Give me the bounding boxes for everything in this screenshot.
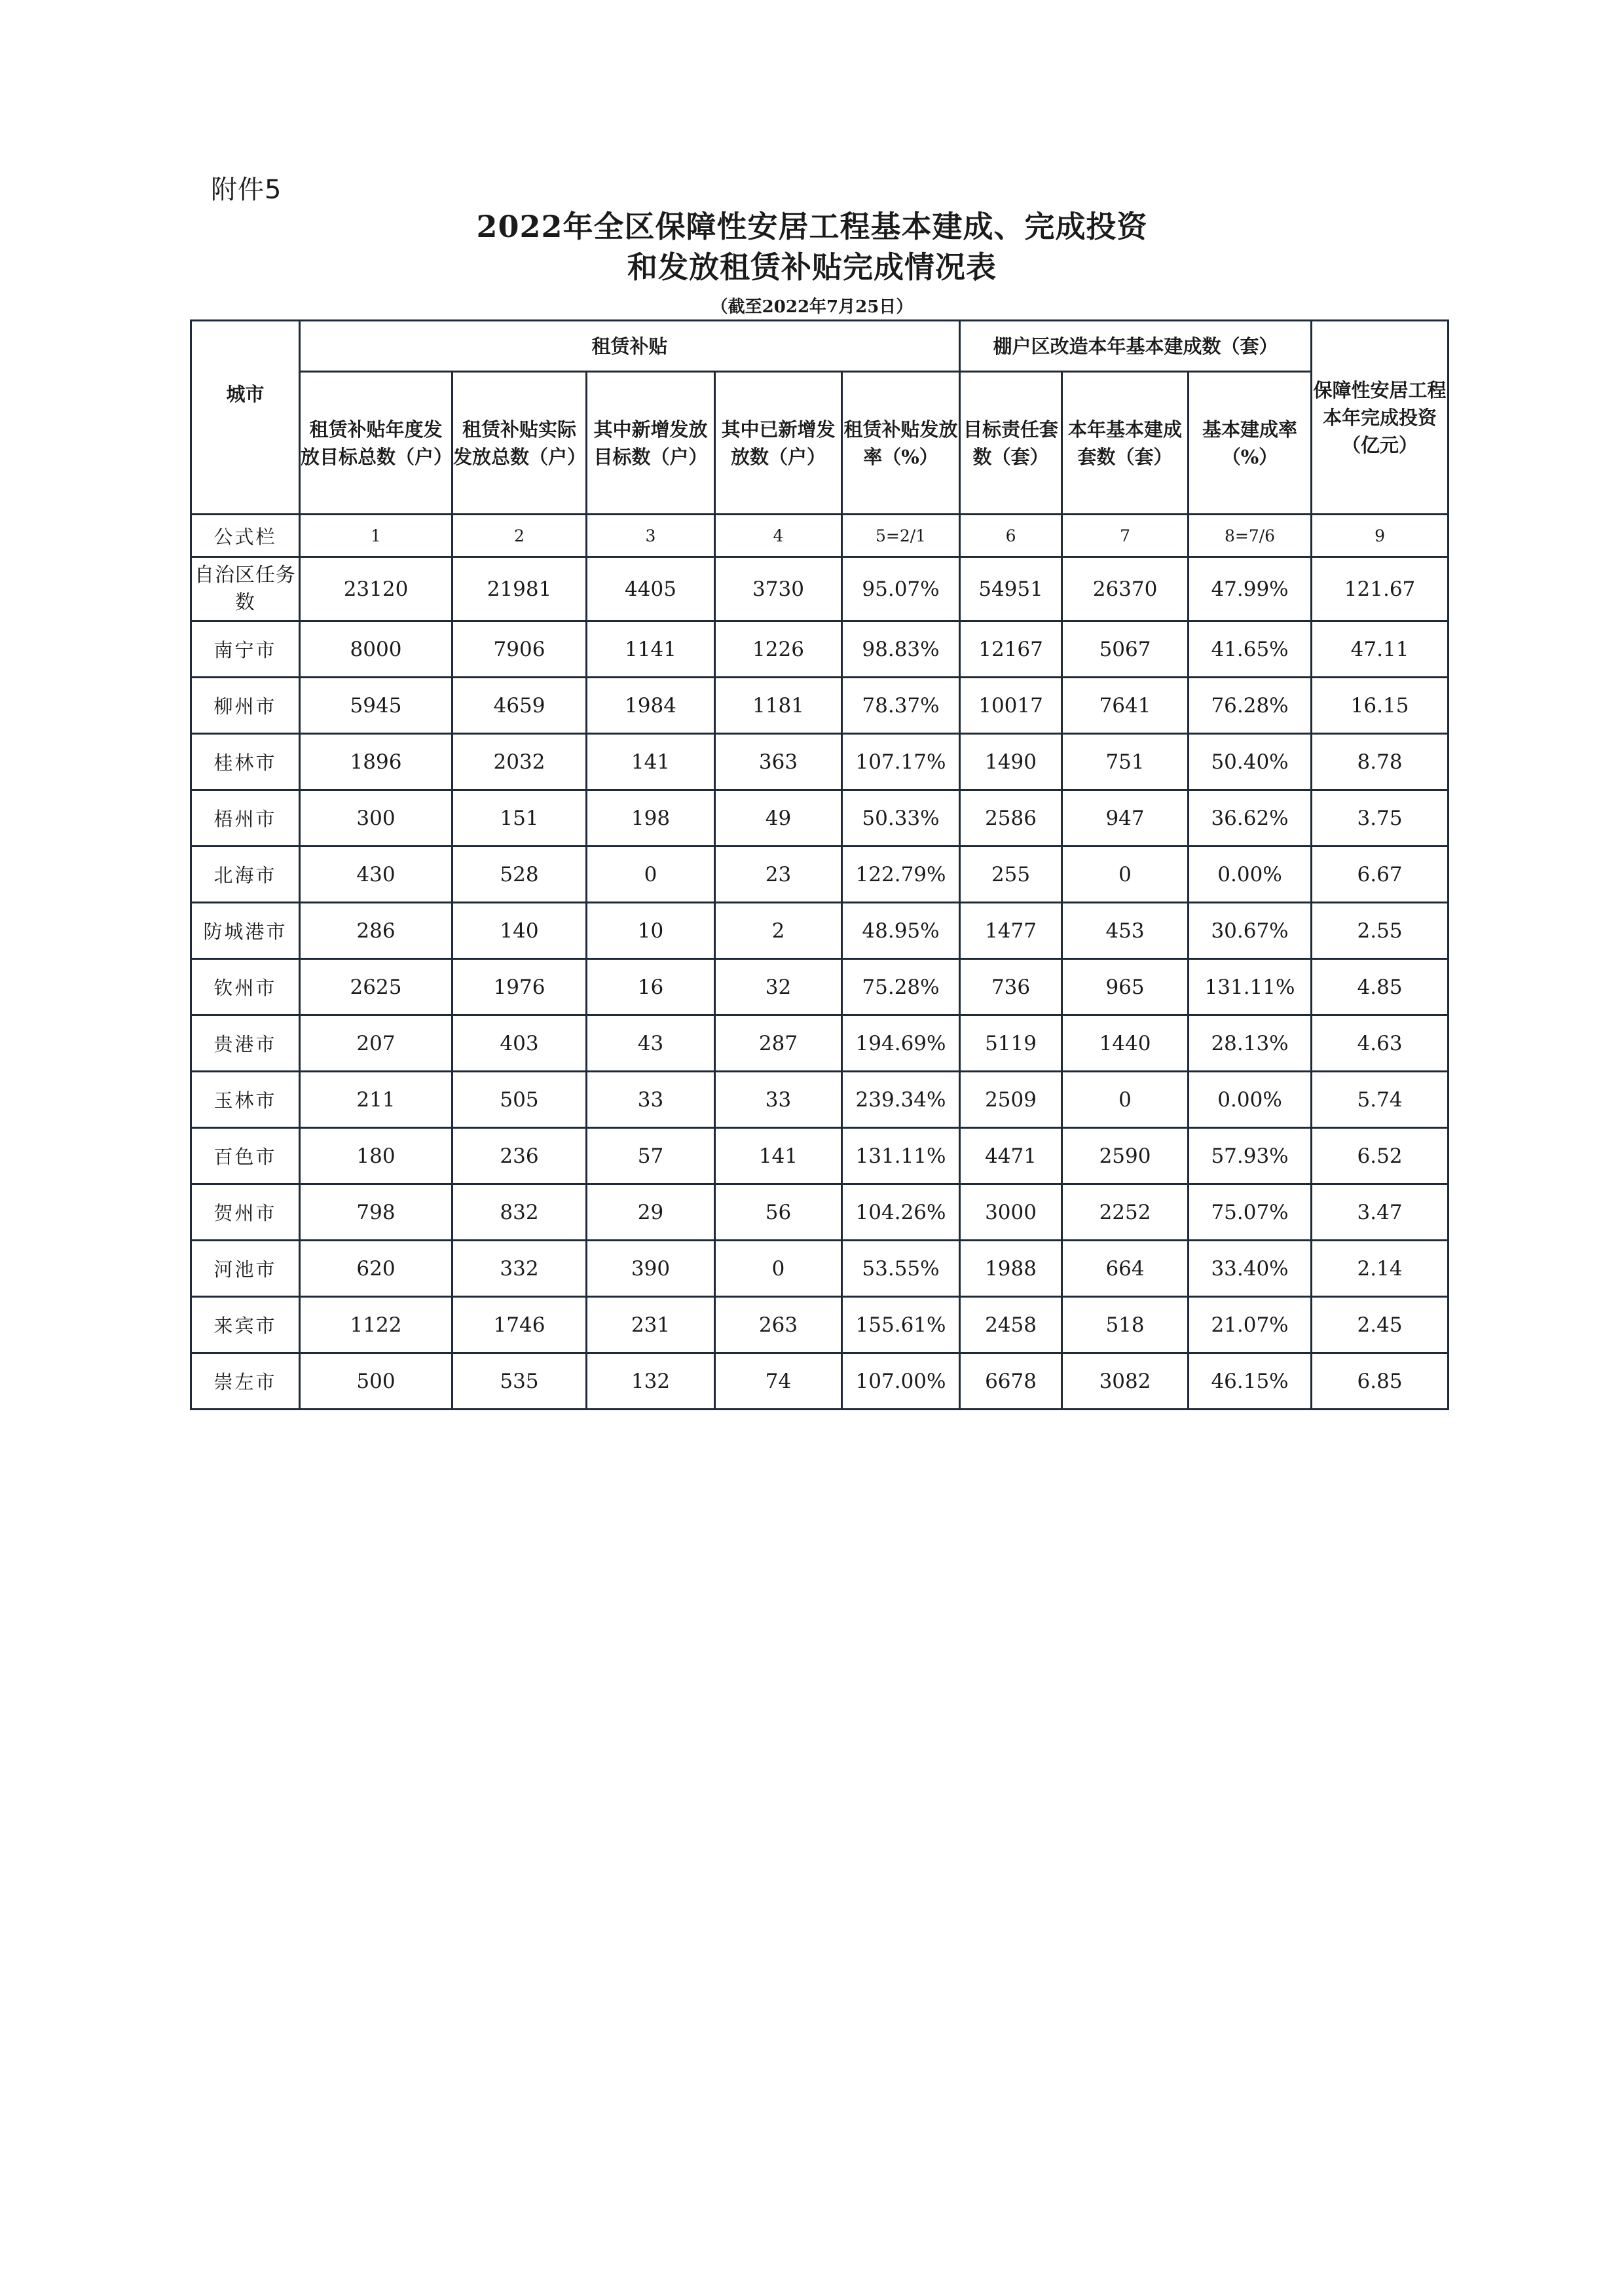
table-cell: 194.69% [842,1015,960,1072]
table-cell: 1746 [452,1297,587,1353]
table-cell: 75.28% [842,959,960,1015]
table-cell: 4.85 [1312,959,1449,1015]
table-cell: 0 [1062,847,1189,903]
city-name: 柳州市 [191,678,300,734]
table-cell: 151 [452,790,587,847]
attachment-label: 附件5 [211,175,282,205]
table-cell: 140 [452,903,587,959]
table-cell: 107.00% [842,1353,960,1410]
total-cell: 4405 [587,557,715,621]
table-cell: 5067 [1062,621,1189,678]
table-cell: 76.28% [1189,678,1312,734]
formula-cell: 5=2/1 [842,515,960,557]
city-name: 钦州市 [191,959,300,1015]
table-cell: 33 [715,1072,842,1128]
table-cell: 104.26% [842,1184,960,1241]
header-col-6: 目标责任套数（套） [960,372,1062,515]
table-cell: 1976 [452,959,587,1015]
table-cell: 390 [587,1241,715,1297]
city-name: 桂林市 [191,734,300,790]
table-cell: 28.13% [1189,1015,1312,1072]
city-name: 防城港市 [191,903,300,959]
table-cell: 1440 [1062,1015,1189,1072]
table-cell: 2.14 [1312,1241,1449,1297]
table-row [191,1297,1449,1353]
header-col-4: 其中已新增发放数（户） [715,372,842,515]
total-cell: 3730 [715,557,842,621]
table-cell: 47.11 [1312,621,1449,678]
table-cell: 6.52 [1312,1128,1449,1184]
table-cell: 664 [1062,1241,1189,1297]
table-cell: 132 [587,1353,715,1410]
table-cell: 535 [452,1353,587,1410]
table-cell: 131.11% [842,1128,960,1184]
table-cell: 211 [300,1072,452,1128]
city-name: 来宾市 [191,1297,300,1353]
table-cell: 1477 [960,903,1062,959]
total-cell: 26370 [1062,557,1189,621]
page-title-line1: 2022年全区保障性安居工程基本建成、完成投资 [476,209,1148,244]
table-cell: 122.79% [842,847,960,903]
table-cell: 832 [452,1184,587,1241]
table-cell: 3.75 [1312,790,1449,847]
table-row [191,959,1449,1015]
city-name: 贵港市 [191,1015,300,1072]
formula-row [191,515,1449,557]
table-cell: 1988 [960,1241,1062,1297]
table-cell: 50.40% [1189,734,1312,790]
table-cell: 300 [300,790,452,847]
table-cell: 0 [587,847,715,903]
table-cell: 2252 [1062,1184,1189,1241]
formula-label: 公式栏 [191,515,300,557]
table-cell: 4659 [452,678,587,734]
table-row [191,847,1449,903]
table-cell: 287 [715,1015,842,1072]
table-cell: 947 [1062,790,1189,847]
table-cell: 5945 [300,678,452,734]
table-cell: 1226 [715,621,842,678]
table-cell: 1122 [300,1297,452,1353]
total-cell: 21981 [452,557,587,621]
table-row [191,790,1449,847]
formula-cell: 8=7/6 [1189,515,1312,557]
table-cell: 239.34% [842,1072,960,1128]
table-row [191,1015,1449,1072]
total-label: 自治区任务数 [191,557,300,621]
table-cell: 231 [587,1297,715,1353]
total-cell: 121.67 [1312,557,1449,621]
city-name: 玉林市 [191,1072,300,1128]
table-cell: 3000 [960,1184,1062,1241]
table-cell: 141 [587,734,715,790]
total-row [191,557,1449,621]
table-cell: 6.67 [1312,847,1449,903]
as-of-date: （截至2022年7月25日） [710,297,913,317]
table-cell: 500 [300,1353,452,1410]
city-name: 梧州市 [191,790,300,847]
table-cell: 155.61% [842,1297,960,1353]
table-cell: 198 [587,790,715,847]
formula-cell: 1 [300,515,452,557]
table-cell: 98.83% [842,621,960,678]
table-cell: 2509 [960,1072,1062,1128]
table-cell: 4.63 [1312,1015,1449,1072]
city-name: 南宁市 [191,621,300,678]
city-name: 河池市 [191,1241,300,1297]
table-cell: 2.45 [1312,1297,1449,1353]
table-cell: 736 [960,959,1062,1015]
table-cell: 505 [452,1072,587,1128]
table-cell: 453 [1062,903,1189,959]
formula-cell: 9 [1312,515,1449,557]
table-cell: 2032 [452,734,587,790]
table-cell: 332 [452,1241,587,1297]
table-cell: 0 [1062,1072,1189,1128]
table-row [191,1353,1449,1410]
table-cell: 41.65% [1189,621,1312,678]
table-cell: 6678 [960,1353,1062,1410]
header-col-7: 本年基本建成套数（套） [1062,372,1189,515]
table-cell: 3082 [1062,1353,1189,1410]
city-name: 贺州市 [191,1184,300,1241]
table-cell: 46.15% [1189,1353,1312,1410]
header-col-1: 租赁补贴年度发放目标总数（户） [300,372,452,515]
table-row [191,903,1449,959]
table-cell: 0.00% [1189,1072,1312,1128]
table-row [191,1184,1449,1241]
table-cell: 2625 [300,959,452,1015]
table-cell: 207 [300,1015,452,1072]
table-cell: 131.11% [1189,959,1312,1015]
table-cell: 1984 [587,678,715,734]
total-cell: 95.07% [842,557,960,621]
table-cell: 2458 [960,1297,1062,1353]
table-cell: 2.55 [1312,903,1449,959]
table-cell: 0 [715,1241,842,1297]
table-cell: 75.07% [1189,1184,1312,1241]
header-group-rental-subsidy: 租赁补贴 [300,321,960,372]
table-cell: 23 [715,847,842,903]
table-cell: 7641 [1062,678,1189,734]
table-cell: 48.95% [842,903,960,959]
table-cell: 57 [587,1128,715,1184]
completion-table [190,319,1449,1410]
table-cell: 8.78 [1312,734,1449,790]
table-cell: 2 [715,903,842,959]
table-cell: 363 [715,734,842,790]
table-row [191,1241,1449,1297]
header-investment: 保障性安居工程本年完成投资（亿元） [1312,321,1449,515]
table-cell: 620 [300,1241,452,1297]
table-cell: 403 [452,1015,587,1072]
table-cell: 78.37% [842,678,960,734]
table-cell: 57.93% [1189,1128,1312,1184]
table-cell: 33 [587,1072,715,1128]
header-col-8: 基本建成率（%） [1189,372,1312,515]
table-cell: 6.85 [1312,1353,1449,1410]
page-title-line2: 和发放租赁补贴完成情况表 [627,249,997,285]
formula-cell: 6 [960,515,1062,557]
header-city: 城市 [191,321,300,515]
table-cell: 0.00% [1189,847,1312,903]
table-cell: 965 [1062,959,1189,1015]
total-cell: 54951 [960,557,1062,621]
table-cell: 430 [300,847,452,903]
table-cell: 180 [300,1128,452,1184]
table-cell: 2586 [960,790,1062,847]
table-cell: 798 [300,1184,452,1241]
city-name: 北海市 [191,847,300,903]
table-cell: 751 [1062,734,1189,790]
table-cell: 16.15 [1312,678,1449,734]
table-cell: 29 [587,1184,715,1241]
table-row [191,1072,1449,1128]
table-cell: 56 [715,1184,842,1241]
table-cell: 528 [452,847,587,903]
table-cell: 74 [715,1353,842,1410]
table-cell: 5119 [960,1015,1062,1072]
table-cell: 1896 [300,734,452,790]
header-group-shantytown: 棚户区改造本年基本建成数（套） [960,321,1312,372]
table-row [191,734,1449,790]
table-cell: 3.47 [1312,1184,1449,1241]
table-cell: 2590 [1062,1128,1189,1184]
table-body [191,515,1449,1410]
table-cell: 43 [587,1015,715,1072]
formula-cell: 3 [587,515,715,557]
table-cell: 30.67% [1189,903,1312,959]
table-cell: 21.07% [1189,1297,1312,1353]
city-name: 崇左市 [191,1353,300,1410]
table-cell: 12167 [960,621,1062,678]
table-cell: 263 [715,1297,842,1353]
table-cell: 33.40% [1189,1241,1312,1297]
table-row [191,621,1449,678]
table-cell: 10 [587,903,715,959]
table-cell: 50.33% [842,790,960,847]
table-cell: 286 [300,903,452,959]
formula-cell: 7 [1062,515,1189,557]
table-cell: 5.74 [1312,1072,1449,1128]
formula-cell: 4 [715,515,842,557]
table-cell: 4471 [960,1128,1062,1184]
total-cell: 47.99% [1189,557,1312,621]
header-col-5: 租赁补贴发放率（%） [842,372,960,515]
table-cell: 16 [587,959,715,1015]
header-col-2: 租赁补贴实际发放总数（户） [452,372,587,515]
formula-cell: 2 [452,515,587,557]
table-cell: 141 [715,1128,842,1184]
table-cell: 10017 [960,678,1062,734]
table-cell: 53.55% [842,1241,960,1297]
table-cell: 1490 [960,734,1062,790]
table-cell: 7906 [452,621,587,678]
header-col-3: 其中新增发放目标数（户） [587,372,715,515]
table-row [191,1128,1449,1184]
table-cell: 107.17% [842,734,960,790]
total-cell: 23120 [300,557,452,621]
table-cell: 255 [960,847,1062,903]
table-cell: 518 [1062,1297,1189,1353]
table-cell: 1181 [715,678,842,734]
table-cell: 32 [715,959,842,1015]
table-cell: 36.62% [1189,790,1312,847]
table-cell: 236 [452,1128,587,1184]
table-cell: 8000 [300,621,452,678]
table-cell: 1141 [587,621,715,678]
city-name: 百色市 [191,1128,300,1184]
table-cell: 49 [715,790,842,847]
table-row [191,678,1449,734]
